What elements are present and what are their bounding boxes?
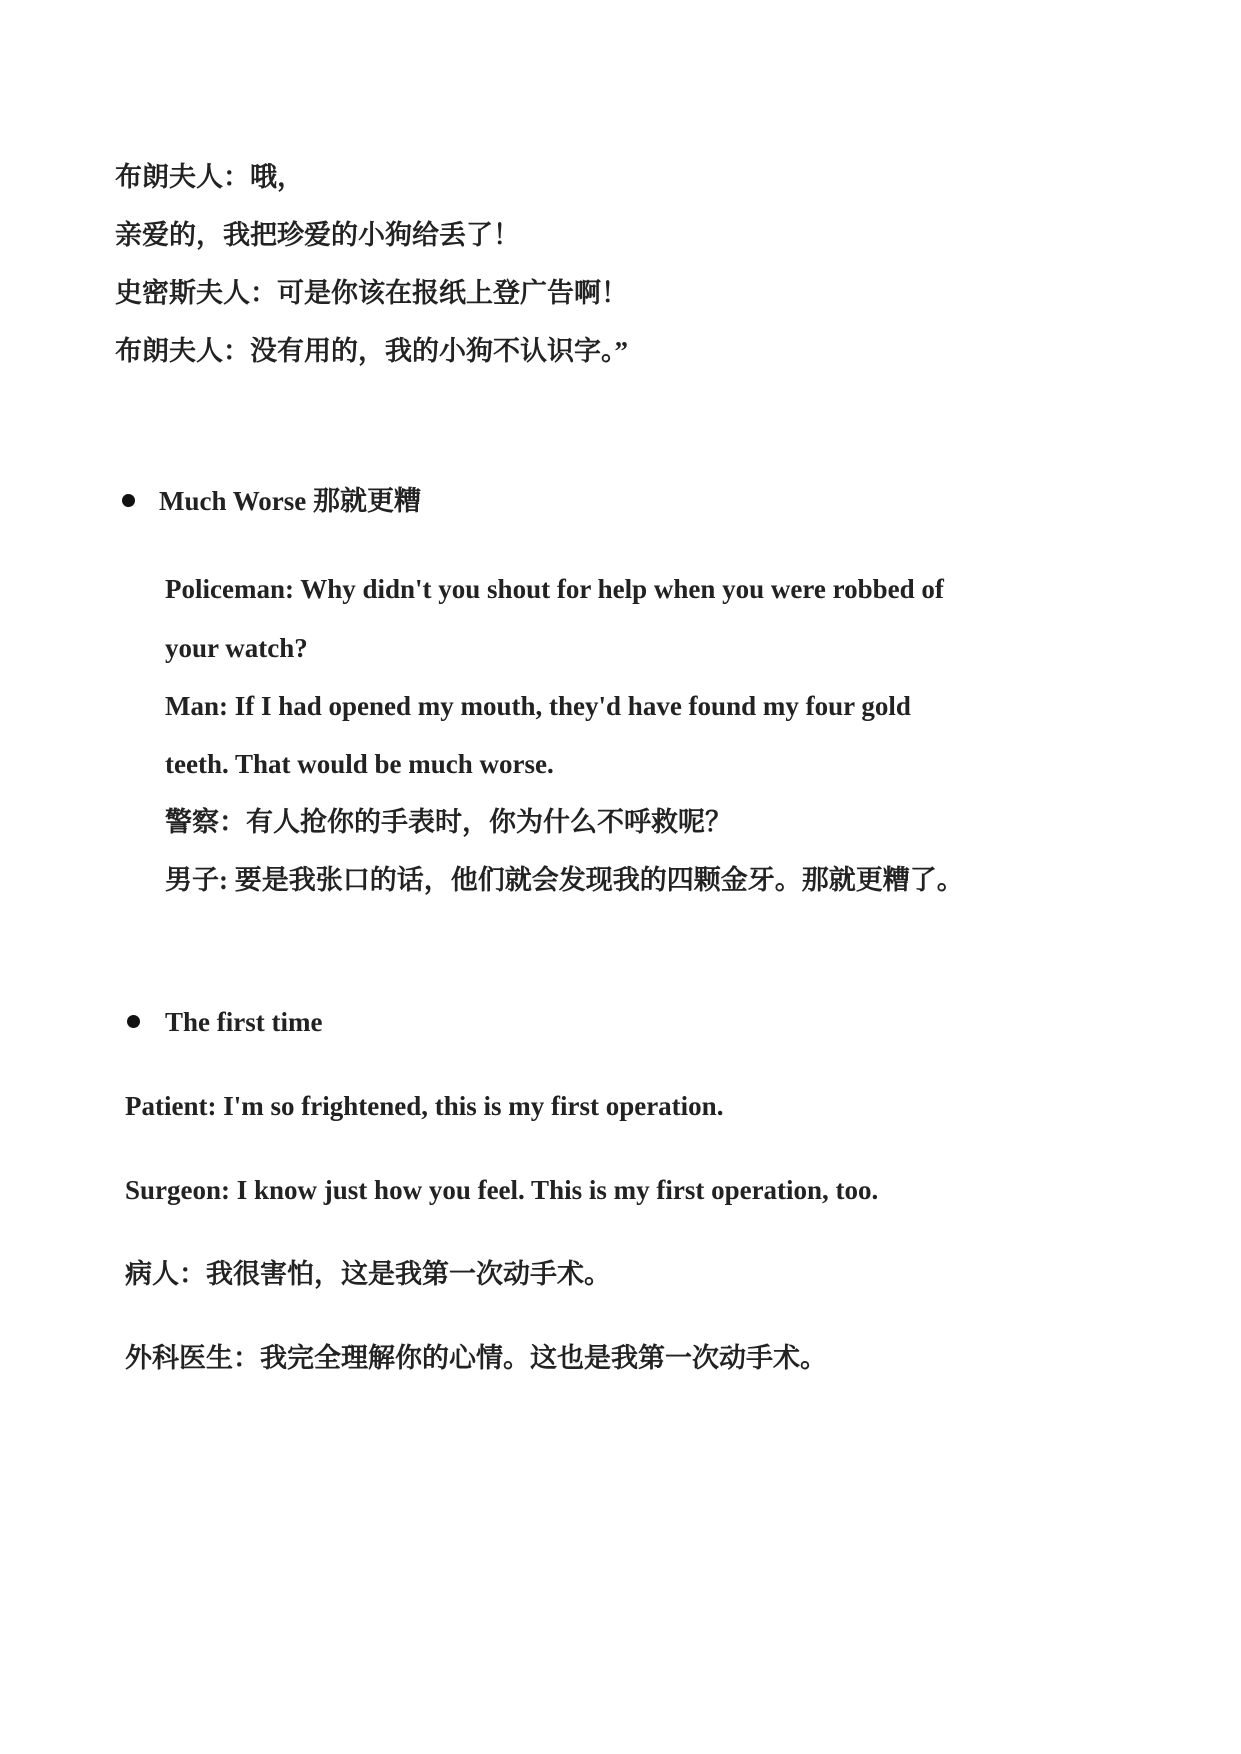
dialogue-line: 病人：我很害怕，这是我第一次动手术。 xyxy=(125,1259,611,1289)
bullet-icon xyxy=(122,494,135,507)
dialogue-line: your watch? xyxy=(165,633,308,663)
dialogue-line: Patient: I'm so frightened, this is my first operation. xyxy=(125,1091,724,1121)
dialogue-line: 男子: 要是我张口的话，他们就会发现我的四颗金牙。那就更糟了。 xyxy=(165,865,964,895)
dialogue-line: 警察：有人抢你的手表时，你为什么不呼救呢？ xyxy=(165,807,732,837)
dialogue-line: 外科医生：我完全理解你的心情。这也是我第一次动手术。 xyxy=(125,1343,827,1373)
section-heading: The first time xyxy=(165,1007,323,1037)
dialogue-line: Surgeon: I know just how you feel. This is my first operation, too. xyxy=(125,1175,879,1205)
dialogue-line: 布朗夫人：没有用的，我的小狗不认识字。” xyxy=(115,336,628,366)
dialogue-line: Man: If I had opened my mouth, they'd have found my four gold xyxy=(165,691,911,721)
dialogue-line: Policeman: Why didn't you shout for help when you were robbed of xyxy=(165,574,944,604)
section-heading: Much Worse 那就更糟 xyxy=(159,486,421,516)
dialogue-line: teeth. That would be much worse. xyxy=(165,749,554,779)
dialogue-line: 布朗夫人：哦， xyxy=(115,162,304,192)
dialogue-line: 亲爱的，我把珍爱的小狗给丢了！ xyxy=(115,220,520,250)
bullet-icon xyxy=(127,1015,140,1028)
dialogue-line: 史密斯夫人：可是你该在报纸上登广告啊！ xyxy=(115,278,628,308)
